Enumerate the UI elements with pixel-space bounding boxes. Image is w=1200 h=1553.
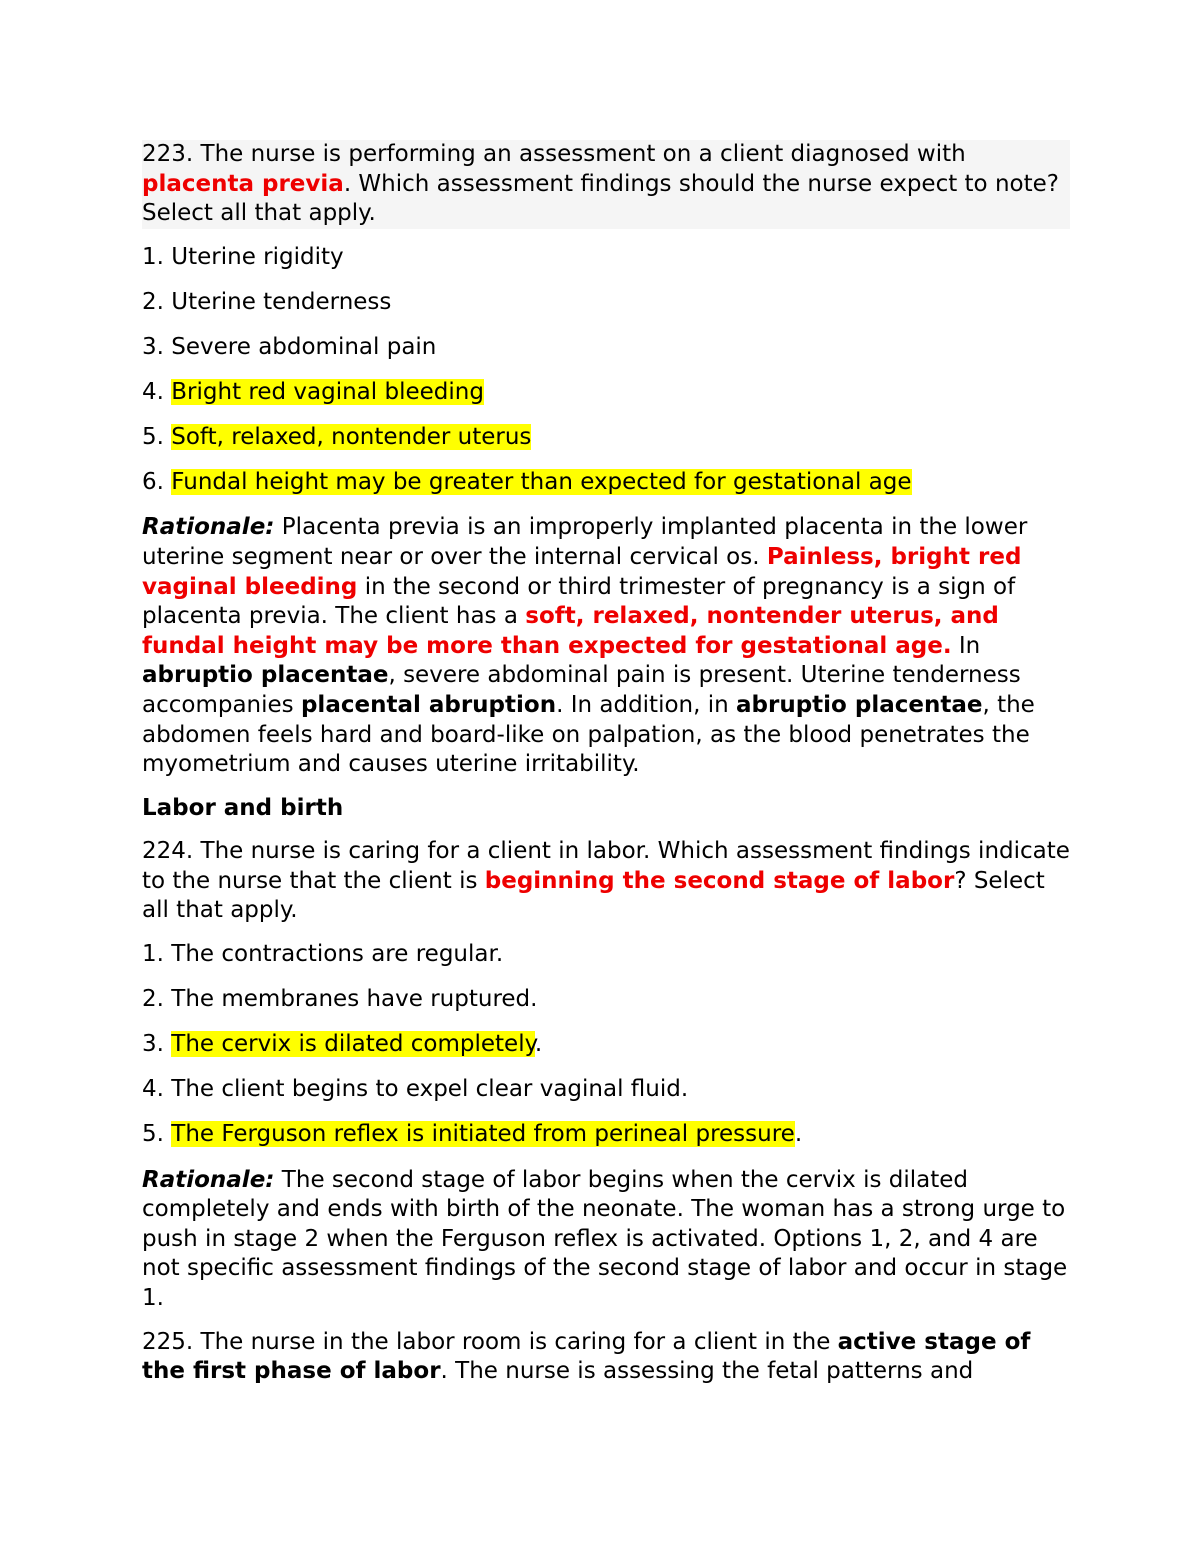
q223-option-3: 3. Severe abdominal pain (142, 333, 437, 360)
question-223: 223. The nurse is performing an assessment on a client diagnosed with placenta previa. Which assessment findings should the nurse expect to note? Select all that apply. (142, 140, 1070, 229)
q224-option-5: 5. The Ferguson reflex is initiated from perineal pressure. (142, 1121, 803, 1148)
rationale-label: Rationale: (142, 514, 275, 541)
q224-option-3: 3. The cervix is dilated completely. (142, 1031, 543, 1058)
q224-option-2: 2. The membranes have ruptured. (142, 986, 538, 1013)
highlighted-answer: The cervix is dilated completely (171, 1031, 535, 1058)
question-225: 225. The nurse in the labor room is caring for a client in the active stage of the first phase of labor. The nurse is assessing the fetal patterns and (142, 1328, 1031, 1385)
q223-option-2: 2. Uterine tenderness (142, 288, 392, 315)
q224-rationale: Rationale: The second stage of labor begins when the cervix is dilated completely and ends with birth of the neonate. The woman has a strong urge to push in stage 2 when the Ferguson reflex is activated. Options 1, 2, and 4 are not specific assessment findings of the second stage of labor and occur in stage 1. (142, 1166, 1068, 1311)
highlighted-answer: Fundal height may be greater than expected for gestational age (171, 469, 912, 496)
highlighted-answer: Bright red vaginal bleeding (171, 379, 484, 406)
q224-option-1: 1. The contractions are regular. (142, 941, 504, 968)
q223-option-4: 4. Bright red vaginal bleeding (142, 379, 484, 406)
q223-rationale: Rationale: Placenta previa is an improperly implanted placenta in the lower uterine segment near or over the internal cervical os. Painless, bright red vaginal bleeding in the second or third trimester of pregnancy is a sign of placenta previa. The client has a soft, relaxed, nontender uterus, and fundal height may be more than expected for gestational age. In abruptio placentae, severe abdominal pain is present. Uterine tenderness accompanies placental abruption. In addition, in abruptio placentae, the abdomen feels hard and board-like on palpation, as the blood penetrates the myometrium and causes uterine irritability. (142, 514, 1035, 778)
highlighted-answer: The Ferguson reflex is initiated from perineal pressure (171, 1121, 795, 1148)
q223-option-6: 6. Fundal height may be greater than expected for gestational age (142, 469, 912, 496)
q223-option-1: 1. Uterine rigidity (142, 243, 344, 270)
highlighted-answer: Soft, relaxed, nontender uterus (171, 424, 532, 451)
q224-option-4: 4. The client begins to expel clear vaginal fluid. (142, 1076, 689, 1103)
keyword-placenta-previa: placenta previa (142, 170, 344, 197)
question-224: 224. The nurse is caring for a client in labor. Which assessment findings indicate to the nurse that the client is beginning the second stage of labor? Select all that apply. (142, 838, 1070, 924)
rationale-label: Rationale: (142, 1166, 275, 1193)
keyword-second-stage: beginning the second stage of labor (484, 867, 955, 894)
q223-option-5: 5. Soft, relaxed, nontender uterus (142, 424, 532, 451)
section-heading: Labor and birth (142, 794, 344, 821)
